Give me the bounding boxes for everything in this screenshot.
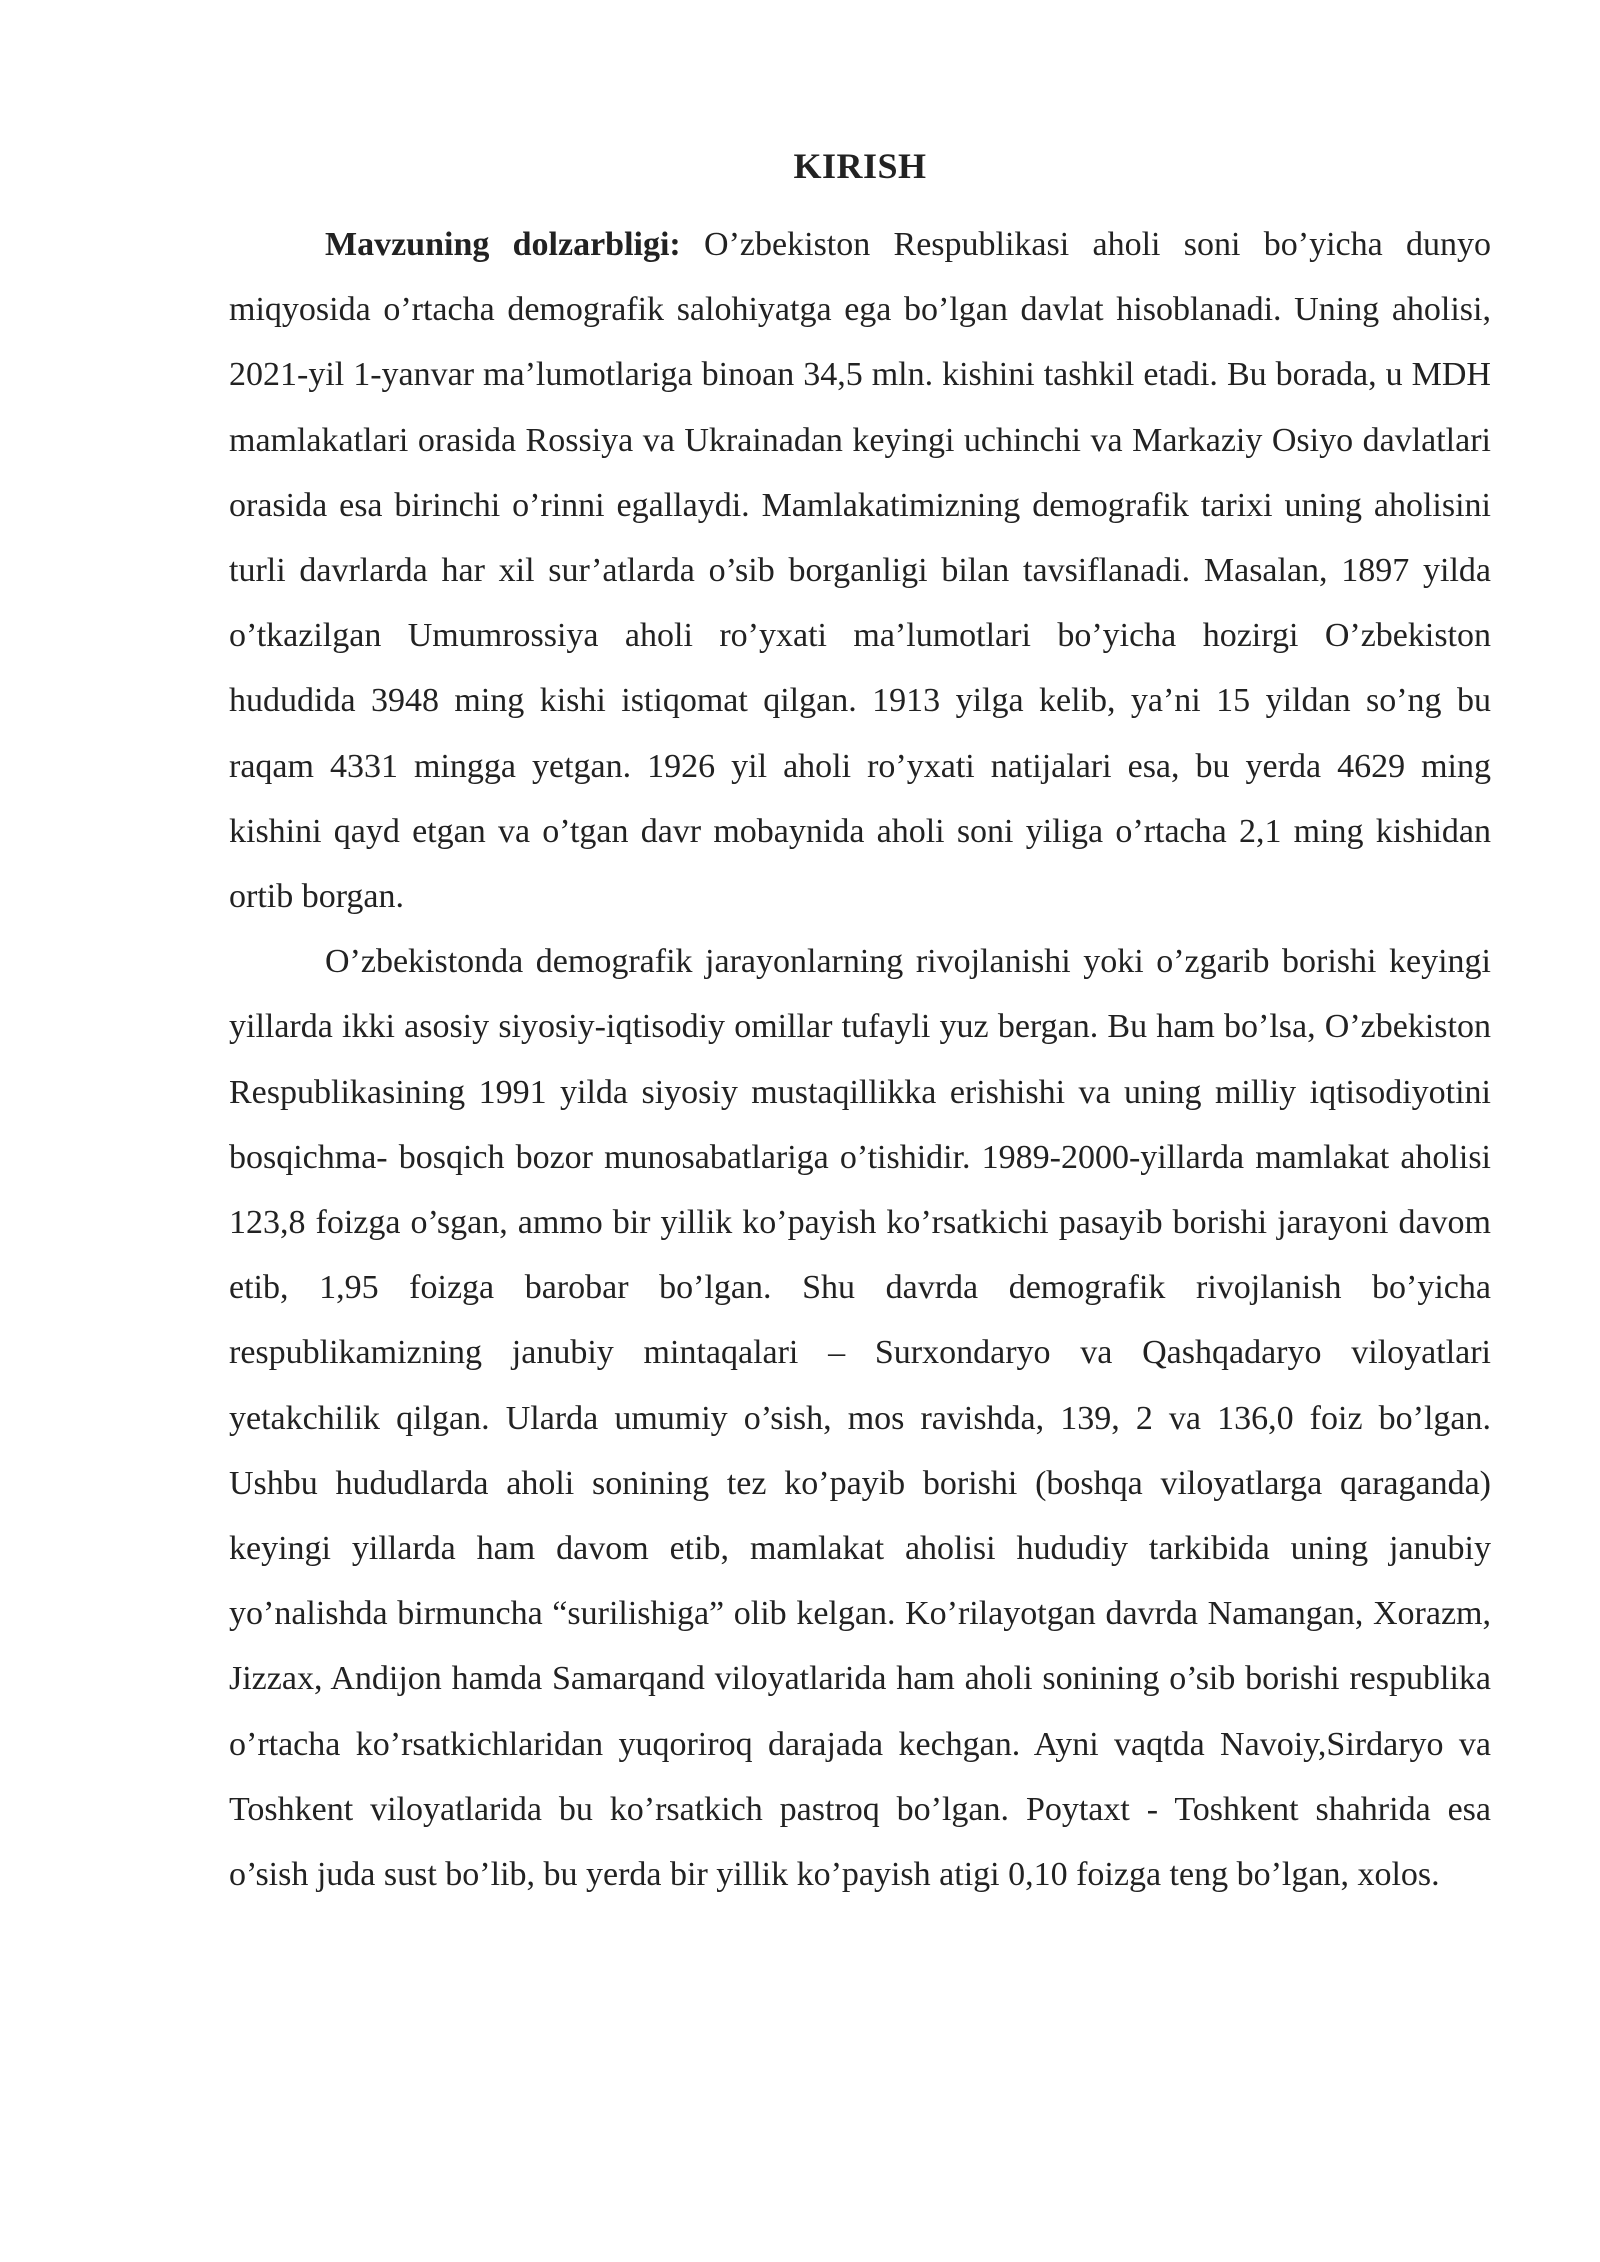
paragraph-demographic-processes — [229, 929, 1491, 1907]
paragraph-relevance — [229, 212, 1491, 929]
paragraph-body-text: O’zbekistonda demografik jarayonlarning rivojlanishi yoki o’zgarib borishi keyingi yillarda ikki asosiy siyosiy-iqtisodiy omillar tufayli yuz bergan. Bu ham bo’lsa, O’zbekiston Respublikasining 1991 yilda siyosiy mustaqillikka erishishi va uning milliy iqtisodiyotini bosqichma- bosqich bozor munosabatlariga o’tishidir. 1989-2000-yillarda mamlakat aholisi 123,8 foizga o’sgan, ammo bir yillik ko’payish ko’rsatkichi pasayib borishi jarayoni davom etib, 1,95 foizga barobar bo’lgan. Shu davrda demografik rivojlanish bo’yicha respublikamizning janubiy mintaqalari – Surxondaryo va Qashqadaryo viloyatlari yetakchilik qilgan. Ularda umumiy o’sish, mos ravishda, 139, 2 va 136,0 foiz bo’lgan. Ushbu hududlarda aholi sonining tez ko’payib borishi (boshqa viloyatlarga qaraganda) keyingi yillarda ham davom etib, mamlakat aholisi hududiy tarkibida uning janubiy yo’nalishda birmuncha “surilishiga” olib kelgan. Ko’rilayotgan davrda Namangan, Xorazm, Jizzax, Andijon hamda Samarqand viloyatlarida ham aholi sonining o’sib borishi respublika o’rtacha ko’rsatkichlaridan yuqoriroq darajada kechgan. Ayni vaqtda Navoiy,Sirdaryo va Toshkent viloyatlarida bu ko’rsatkich pastroq bo’lgan. Poytaxt - Toshkent shahrida esa o’sish juda sust bo’lib, bu yerda bir yillik ko’payish atigi 0,10 foizga teng bo’lgan, xolos. — [229, 943, 1491, 1894]
paragraph-body-text: O’zbekiston Respublikasi aholi soni bo’yicha dunyo miqyosida o’rtacha demografik salohiyatga ega bo’lgan davlat hisoblanadi. Uning aholisi, 2021-yil 1-yanvar ma’lumotlariga binoan 34,5 mln. kishini tashkil etadi. Bu borada, u MDH mamlakatlari orasida Rossiya va Ukrainadan keyingi uchinchi va Markaziy Osiyo davlatlari orasida esa birinchi o’rinni egallaydi. Mamlakatimizning demografik tarixi uning aholisini turli davrlarda har xil sur’atlarda o’sib borganligi bilan tavsiflanadi. Masalan, 1897 yilda o’tkazilgan Umumrossiya aholi ro’yxati ma’lumotlari bo’yicha hozirgi O’zbekiston hududida 3948 ming kishi istiqomat qilgan. 1913 yilga kelib, ya’ni 15 yildan so’ng bu raqam 4331 mingga yetgan. 1926 yil aholi ro’yxati natijalari esa, bu yerda 4629 ming kishini qayd etgan va o’tgan davr mobaynida aholi soni yiliga o’rtacha 2,1 ming kishidan ortib borgan. — [229, 226, 1491, 916]
document-title: KIRISH — [793, 146, 927, 186]
document-page — [229, 140, 1491, 1907]
paragraph-lead-heading: Mavzuning dolzarbligi: — [325, 226, 681, 263]
